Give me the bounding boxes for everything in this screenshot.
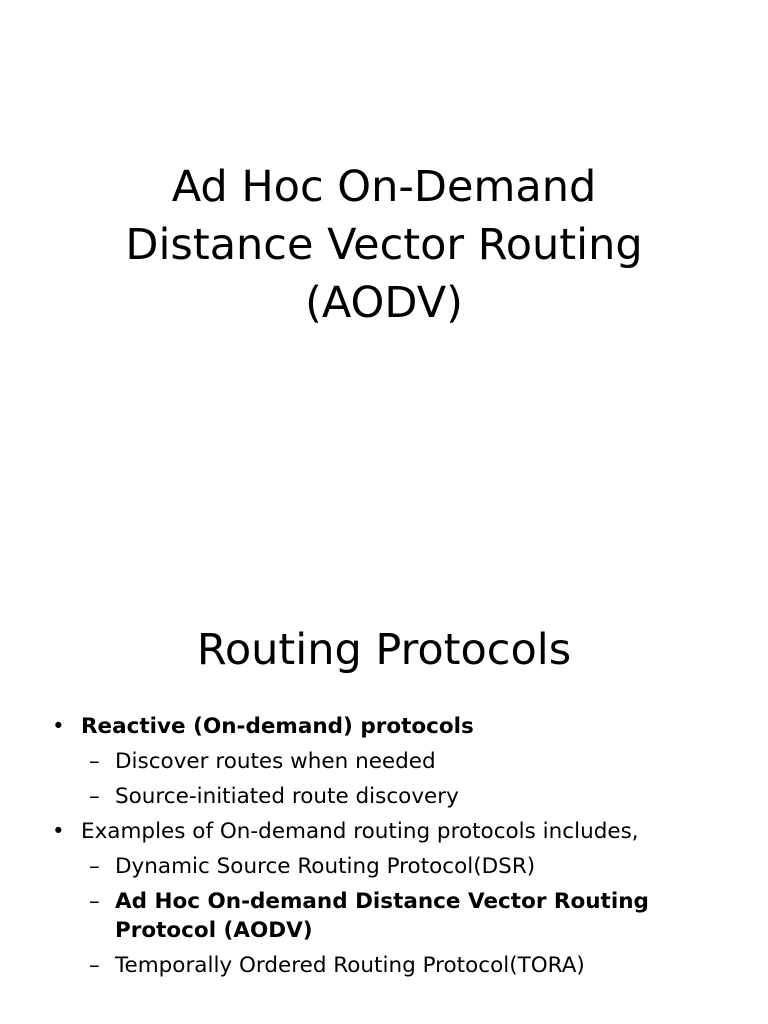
sub-bullet-list <box>81 852 742 980</box>
sub-bullet-item <box>81 951 742 980</box>
sub-bullet-text: Dynamic Source Routing Protocol(DSR) <box>115 854 536 879</box>
bullet-item <box>52 712 742 811</box>
sub-bullet-item <box>81 782 742 811</box>
sub-bullet-text: Temporally Ordered Routing Protocol(TORA) <box>115 953 585 978</box>
content-slide <box>0 512 768 1024</box>
sub-bullet-text: Discover routes when needed <box>115 749 436 774</box>
slide-title: Routing Protocols <box>196 625 572 675</box>
bullet-list <box>52 712 742 986</box>
dash-icon: – <box>89 854 100 879</box>
dash-icon: – <box>89 749 100 774</box>
title-line: Ad Hoc On-Demand <box>171 162 597 212</box>
dash-icon: – <box>89 953 100 978</box>
title-line: Distance Vector Routing <box>125 220 643 270</box>
sub-bullet-text: Source-initiated route discovery <box>115 784 459 809</box>
bullet-dot-icon: • <box>52 819 65 844</box>
sub-bullet-item <box>81 852 742 881</box>
sub-bullet-item <box>81 887 742 945</box>
sub-bullet-list <box>81 747 742 811</box>
title-line: (AODV) <box>305 278 463 328</box>
sub-bullet-item <box>81 747 742 776</box>
dash-icon: – <box>89 889 100 914</box>
bullet-item <box>52 817 742 980</box>
bullet-text: Examples of On-demand routing protocols includes, <box>81 819 639 844</box>
bullet-dot-icon: • <box>52 714 65 739</box>
dash-icon: – <box>89 784 100 809</box>
bullet-text: Reactive (On-demand) protocols <box>81 714 474 739</box>
sub-bullet-text: Ad Hoc On-demand Distance Vector Routing Protocol (AODV) <box>115 889 649 943</box>
presentation-title <box>40 158 728 332</box>
